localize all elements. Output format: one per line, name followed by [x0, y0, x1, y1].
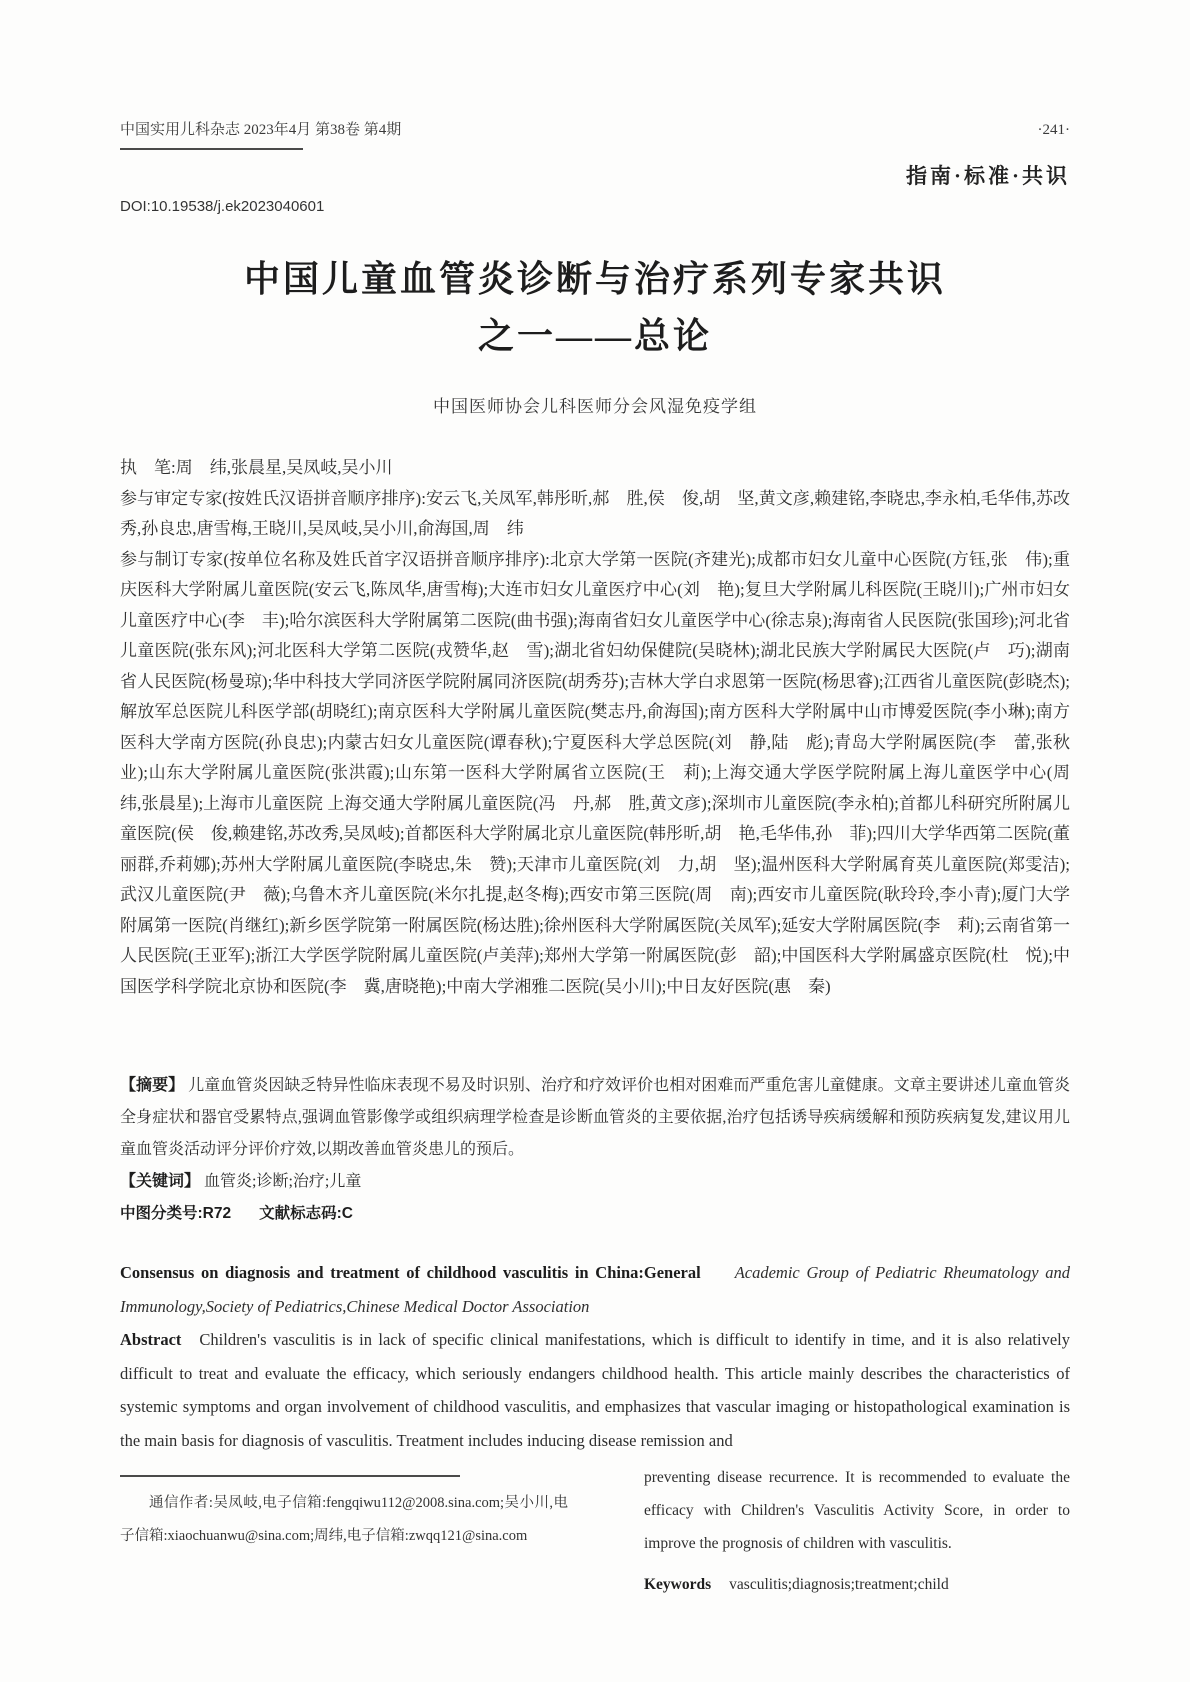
page-header	[120, 118, 1070, 139]
abstract-label: 【摘要】	[120, 1077, 185, 1094]
keywords-line-en	[644, 1568, 1070, 1601]
author-group-byline: 中国医师协会儿科医师分会风湿免疫学组	[433, 397, 757, 416]
clc-number: 中图分类号:R72	[120, 1205, 232, 1222]
clc-line	[120, 1198, 1070, 1230]
page-number: ·241·	[1037, 122, 1070, 138]
english-title-line	[120, 1256, 1070, 1323]
footnote-rule	[120, 1475, 460, 1477]
expert-list-block	[120, 453, 1087, 1002]
abstract-text-en-part1: Children's vasculitis is in lack of specific clinical manifestations, which is difficult to identify in time, and it is also relatively difficult to treat and evaluate the efficacy, which seriously endangers childhood health. This article mainly describes the characteristics of systemic symptoms and organ involvement of childhood vasculitis, and emphasizes that vascular imaging or histopathological examination is the main basis for diagnosis of vasculitis. Treatment includes inducing disease remission and	[120, 1330, 1070, 1450]
journal-name: 中国实用儿科杂志 2023年4月 第38卷 第4期	[120, 122, 402, 138]
keywords-label-cn: 【关键词】	[120, 1173, 201, 1190]
writers-line: 执 笔:周 纬,张晨星,吴凤岐,吴小川	[120, 458, 393, 477]
bottom-columns	[120, 1461, 1070, 1601]
header-rule	[120, 148, 303, 150]
abstract-paragraph	[120, 1070, 1070, 1166]
reviewers-paragraph: 参与审定专家(按姓氏汉语拼音顺序排序):安云飞,关凤军,韩彤昕,郝 胜,侯 俊,胡 坚,黄文彦,赖建铭,李晓忠,李永柏,毛华伟,苏改秀,孙良忠,唐雪梅,王晓川,吴凤岐,吴小川,俞海国,周 纬	[120, 488, 1070, 538]
keywords-en: vasculitis;diagnosis;treatment;child	[729, 1576, 949, 1593]
abstract-continuation-column	[644, 1461, 1070, 1601]
chinese-abstract-block	[120, 1070, 1070, 1230]
keywords-cn: 血管炎;诊断;治疗;儿童	[204, 1173, 362, 1190]
article-title-line1: 中国儿童血管炎诊断与治疗系列专家共识	[243, 259, 946, 299]
document-code: 文献标志码:C	[259, 1205, 353, 1222]
footnote-column	[120, 1461, 568, 1601]
article-title-line2: 之一——总论	[477, 316, 712, 356]
doi: DOI:10.19538/j.ek2023040601	[120, 198, 325, 215]
abstract-text: 儿童血管炎因缺乏特异性临床表现不易及时识别、治疗和疗效评价也相对困难而严重危害儿童健康。文章主要讲述儿童血管炎全身症状和器官受累特点,强调血管影像学或组织病理学检查是诊断血管炎的主要依据,治疗包括诱导疾病缓解和预防疾病复发,建议用儿童血管炎活动评分评价疗效,以期改善血管炎患儿的预后。	[120, 1077, 1070, 1158]
english-author-group: Academic Group of Pediatric Rheumatology and Immunology,Society of Pediatrics,Chinese Medical Doctor Association	[120, 1263, 1070, 1316]
abstract-text-en-part2: preventing disease recurrence. It is recommended to evaluate the efficacy with Children's Vasculitis Activity Score, in order to improve the prognosis of children with vasculitis.	[644, 1469, 1070, 1552]
contributors-paragraph: 参与制订专家(按单位名称及姓氏首字汉语拼音顺序排序):北京大学第一医院(齐建光);成都市妇女儿童中心医院(方钰,张 伟);重庆医科大学附属儿童医院(安云飞,陈凤华,唐雪梅);大连市妇女儿童医疗中心(刘 艳);复旦大学附属儿科医院(王晓川);广州市妇女儿童医疗中心(李 丰);哈尔滨医科大学附属第二医院(曲书强);海南省妇女儿童医学中心(徐志泉);海南省人民医院(张国珍);河北省儿童医院(张东风);河北医科大学第二医院(戎赞华,赵 雪);湖北省妇幼保健院(吴晓林);湖北民族大学附属民大医院(卢 巧);湖南省人民医院(杨曼琼);华中科技大学同济医学院附属同济医院(胡秀芬);吉林大学白求恩第一医院(杨思睿);江西省儿童医院(彭晓杰);解放军总医院儿科医学部(胡晓红);南京医科大学附属儿童医院(樊志丹,俞海国);南方医科大学附属中山市博爱医院(李小琳);南方医科大学南方医院(孙良忠);内蒙古妇女儿童医院(谭春秋);宁夏医科大学总医院(刘 静,陆 彪);青岛大学附属医院(李 蕾,张秋业);山东大学附属儿童医院(张洪霞);山东第一医科大学附属省立医院(王 莉);上海交通大学医学院附属上海儿童医学中心(周 纬,张晨星);上海市儿童医院 上海交通大学附属儿童医院(冯 丹,郝 胜,黄文彦);深圳市儿童医院(李永柏);首都儿科研究所附属儿童医院(侯 俊,赖建铭,苏改秀,吴凤岐);首都医科大学附属北京儿童医院(韩彤昕,胡 艳,毛华伟,孙 菲);四川大学华西第二医院(董丽群,乔莉娜);苏州大学附属儿童医院(李晓忠,朱 赞);天津市儿童医院(刘 力,胡 坚);温州医科大学附属育英儿童医院(郑雯洁);武汉儿童医院(尹 薇);乌鲁木齐儿童医院(米尔扎提,赵冬梅);西安市第三医院(周 南);西安市儿童医院(耿玲玲,李小青);厦门大学附属第一医院(肖继红);新乡医学院第一附属医院(杨达胜);徐州医科大学附属医院(关凤军);延安大学附属医院(李 莉);云南省第一人民医院(王亚军);浙江大学医学院附属儿童医院(卢美萍);郑州大学第一附属医院(彭 韶);中国医科大学附属盛京医院(杜 悦);中国医学科学院北京协和医院(李 冀,唐晓艳);中南大学湘雅二医院(吴小川);中日友好医院(惠 秦)	[120, 549, 1087, 996]
section-label: 指南·标准·共识	[905, 164, 1070, 188]
keywords-line-cn	[120, 1166, 1070, 1198]
english-abstract-paragraph	[120, 1323, 1070, 1457]
english-abstract-block	[120, 1256, 1070, 1457]
corresponding-author-note: 通信作者:吴凤岐,电子信箱:fengqiwu112@2008.sina.com;吴小川,电子信箱:xiaochuanwu@sina.com;周纬,电子信箱:zwqq121@sina.com	[120, 1495, 568, 1544]
keywords-label-en: Keywords	[644, 1576, 712, 1593]
article-title	[120, 251, 1070, 365]
english-title: Consensus on diagnosis and treatment of childhood vasculitis in China:General	[120, 1263, 701, 1282]
abstract-label-en: Abstract	[120, 1330, 182, 1349]
